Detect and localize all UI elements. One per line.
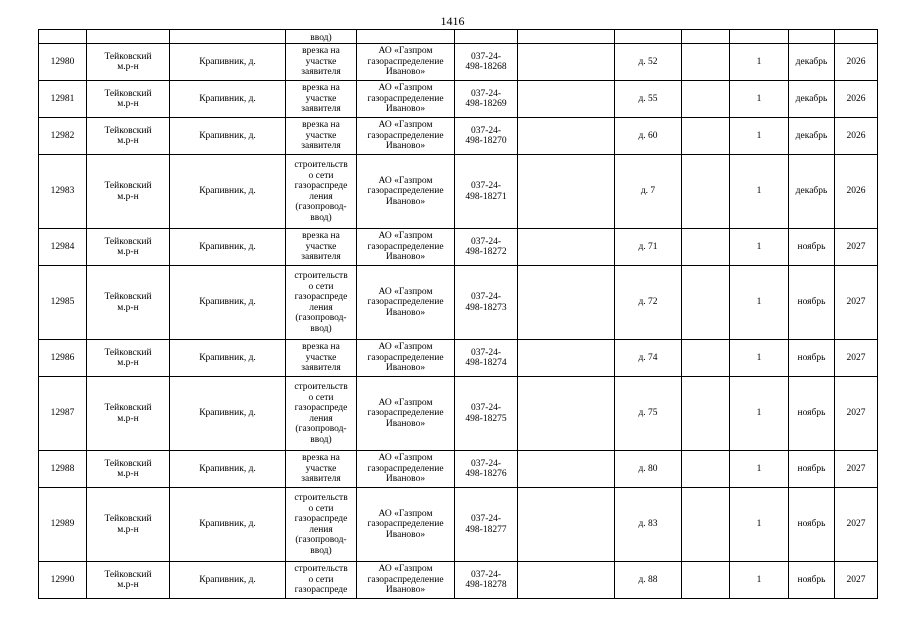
work-type-cell: врезка на участке заявителя <box>286 44 357 81</box>
empty-cell <box>682 155 730 229</box>
continuation-row <box>39 30 878 44</box>
year-cell: 2026 <box>835 118 878 155</box>
organization-cell: АО «Газпром газораспределение Иваново» <box>357 377 455 451</box>
empty-cell <box>682 562 730 599</box>
district-cell: Тейковский м.р-н <box>87 488 170 562</box>
address-cell: д. 55 <box>615 81 682 118</box>
month-cell: декабрь <box>789 44 835 81</box>
organization-cell: АО «Газпром газораспределение Иваново» <box>357 44 455 81</box>
table-row <box>39 118 878 155</box>
empty-cell <box>518 340 615 377</box>
table-row <box>39 229 878 266</box>
table-row <box>39 377 878 451</box>
table-row <box>39 562 878 599</box>
empty-cell <box>518 562 615 599</box>
count-cell: 1 <box>730 81 789 118</box>
organization-cell: АО «Газпром газораспределение Иваново» <box>357 266 455 340</box>
month-cell: ноябрь <box>789 266 835 340</box>
settlement-cell: Крапивник, д. <box>170 451 286 488</box>
empty-cell <box>682 118 730 155</box>
district-cell: Тейковский м.р-н <box>87 266 170 340</box>
application-code-cell: 037-24- 498-18271 <box>455 155 518 229</box>
empty-cell <box>682 488 730 562</box>
month-cell: декабрь <box>789 81 835 118</box>
address-cell: д. 60 <box>615 118 682 155</box>
work-type-cell: врезка на участке заявителя <box>286 340 357 377</box>
organization-cell: АО «Газпром газораспределение Иваново» <box>357 229 455 266</box>
year-cell: 2026 <box>835 44 878 81</box>
year-cell: 2027 <box>835 451 878 488</box>
row-number-cell: 12985 <box>39 266 87 340</box>
district-cell: Тейковский м.р-н <box>87 229 170 266</box>
month-cell: ноябрь <box>789 229 835 266</box>
work-type-cell: строительств о сети газораспреде ления (газопровод- ввод) <box>286 155 357 229</box>
empty-cell <box>518 155 615 229</box>
work-type-cell: строительств о сети газораспреде ления (газопровод- ввод) <box>286 377 357 451</box>
organization-cell: АО «Газпром газораспределение Иваново» <box>357 562 455 599</box>
count-cell: 1 <box>730 266 789 340</box>
empty-cell <box>682 266 730 340</box>
work-type-cell: врезка на участке заявителя <box>286 81 357 118</box>
application-code-cell: 037-24- 498-18277 <box>455 488 518 562</box>
year-cell: 2027 <box>835 488 878 562</box>
empty-cell <box>682 451 730 488</box>
settlement-cell: Крапивник, д. <box>170 229 286 266</box>
organization-cell: АО «Газпром газораспределение Иваново» <box>357 340 455 377</box>
district-cell: Тейковский м.р-н <box>87 44 170 81</box>
empty-cell <box>518 266 615 340</box>
address-cell: д. 52 <box>615 44 682 81</box>
address-cell: д. 71 <box>615 229 682 266</box>
table-body <box>39 30 878 599</box>
empty-cell <box>518 118 615 155</box>
table-row <box>39 155 878 229</box>
year-cell: 2027 <box>835 340 878 377</box>
address-cell: д. 72 <box>615 266 682 340</box>
settlement-cell: Крапивник, д. <box>170 488 286 562</box>
year-cell: 2027 <box>835 266 878 340</box>
month-cell: ноябрь <box>789 377 835 451</box>
table-row <box>39 451 878 488</box>
count-cell: 1 <box>730 562 789 599</box>
empty-cell <box>682 81 730 118</box>
row-number-cell: 12983 <box>39 155 87 229</box>
month-cell: декабрь <box>789 118 835 155</box>
month-cell: декабрь <box>789 155 835 229</box>
count-cell: 1 <box>730 340 789 377</box>
count-cell: 1 <box>730 488 789 562</box>
district-cell: Тейковский м.р-н <box>87 451 170 488</box>
year-cell: 2027 <box>835 377 878 451</box>
work-type-cell: врезка на участке заявителя <box>286 118 357 155</box>
application-code-cell: 037-24- 498-18273 <box>455 266 518 340</box>
application-code-cell: 037-24- 498-18278 <box>455 562 518 599</box>
organization-cell: АО «Газпром газораспределение Иваново» <box>357 81 455 118</box>
empty-cell <box>682 229 730 266</box>
count-cell: 1 <box>730 118 789 155</box>
year-cell: 2026 <box>835 155 878 229</box>
address-cell: д. 88 <box>615 562 682 599</box>
row-number-cell: 12986 <box>39 340 87 377</box>
application-code-cell: 037-24- 498-18276 <box>455 451 518 488</box>
settlement-cell: Крапивник, д. <box>170 155 286 229</box>
district-cell: Тейковский м.р-н <box>87 155 170 229</box>
row-number-cell: 12990 <box>39 562 87 599</box>
empty-cell <box>518 44 615 81</box>
address-cell: д. 80 <box>615 451 682 488</box>
table-row <box>39 488 878 562</box>
year-cell: 2027 <box>835 229 878 266</box>
application-code-cell: 037-24- 498-18270 <box>455 118 518 155</box>
empty-cell <box>682 44 730 81</box>
count-cell: 1 <box>730 155 789 229</box>
row-number-cell: 12982 <box>39 118 87 155</box>
application-code-cell: 037-24- 498-18275 <box>455 377 518 451</box>
row-number-cell: 12980 <box>39 44 87 81</box>
work-type-cell: врезка на участке заявителя <box>286 451 357 488</box>
work-type-cell: строительств о сети газораспреде ления (газопровод- ввод) <box>286 266 357 340</box>
organization-cell: АО «Газпром газораспределение Иваново» <box>357 155 455 229</box>
organization-cell: АО «Газпром газораспределение Иваново» <box>357 118 455 155</box>
year-cell: 2026 <box>835 81 878 118</box>
district-cell: Тейковский м.р-н <box>87 340 170 377</box>
empty-cell <box>518 451 615 488</box>
settlement-cell: Крапивник, д. <box>170 81 286 118</box>
month-cell: ноябрь <box>789 340 835 377</box>
work-type-cell: врезка на участке заявителя <box>286 229 357 266</box>
count-cell: 1 <box>730 229 789 266</box>
settlement-cell: Крапивник, д. <box>170 377 286 451</box>
year-cell: 2027 <box>835 562 878 599</box>
row-number-cell: 12989 <box>39 488 87 562</box>
row-number-cell: 12981 <box>39 81 87 118</box>
district-cell: Тейковский м.р-н <box>87 118 170 155</box>
month-cell: ноябрь <box>789 488 835 562</box>
gas-connection-table <box>38 29 878 599</box>
count-cell: 1 <box>730 44 789 81</box>
settlement-cell: Крапивник, д. <box>170 266 286 340</box>
empty-cell <box>518 488 615 562</box>
application-code-cell: 037-24- 498-18269 <box>455 81 518 118</box>
month-cell: ноябрь <box>789 562 835 599</box>
settlement-cell: Крапивник, д. <box>170 562 286 599</box>
address-cell: д. 7 <box>615 155 682 229</box>
row-number-cell: 12984 <box>39 229 87 266</box>
count-cell: 1 <box>730 377 789 451</box>
empty-cell <box>518 81 615 118</box>
district-cell: Тейковский м.р-н <box>87 81 170 118</box>
row-number-cell: 12988 <box>39 451 87 488</box>
empty-cell <box>682 340 730 377</box>
settlement-cell: Крапивник, д. <box>170 118 286 155</box>
table-row <box>39 340 878 377</box>
work-type-cell: строительств о сети газораспреде ления (газопровод- ввод) <box>286 488 357 562</box>
continuation-type: ввод) <box>286 30 357 44</box>
organization-cell: АО «Газпром газораспределение Иваново» <box>357 488 455 562</box>
application-code-cell: 037-24- 498-18272 <box>455 229 518 266</box>
settlement-cell: Крапивник, д. <box>170 44 286 81</box>
district-cell: Тейковский м.р-н <box>87 377 170 451</box>
address-cell: д. 74 <box>615 340 682 377</box>
organization-cell: АО «Газпром газораспределение Иваново» <box>357 451 455 488</box>
empty-cell <box>518 377 615 451</box>
application-code-cell: 037-24- 498-18268 <box>455 44 518 81</box>
row-number-cell: 12987 <box>39 377 87 451</box>
address-cell: д. 83 <box>615 488 682 562</box>
empty-cell <box>518 229 615 266</box>
application-code-cell: 037-24- 498-18274 <box>455 340 518 377</box>
table-row <box>39 266 878 340</box>
settlement-cell: Крапивник, д. <box>170 340 286 377</box>
table-row <box>39 44 878 81</box>
work-type-cell: строительств о сети газораспреде <box>286 562 357 599</box>
month-cell: ноябрь <box>789 451 835 488</box>
page-number: 1416 <box>440 14 465 28</box>
table-row <box>39 81 878 118</box>
count-cell: 1 <box>730 451 789 488</box>
district-cell: Тейковский м.р-н <box>87 562 170 599</box>
address-cell: д. 75 <box>615 377 682 451</box>
empty-cell <box>682 377 730 451</box>
